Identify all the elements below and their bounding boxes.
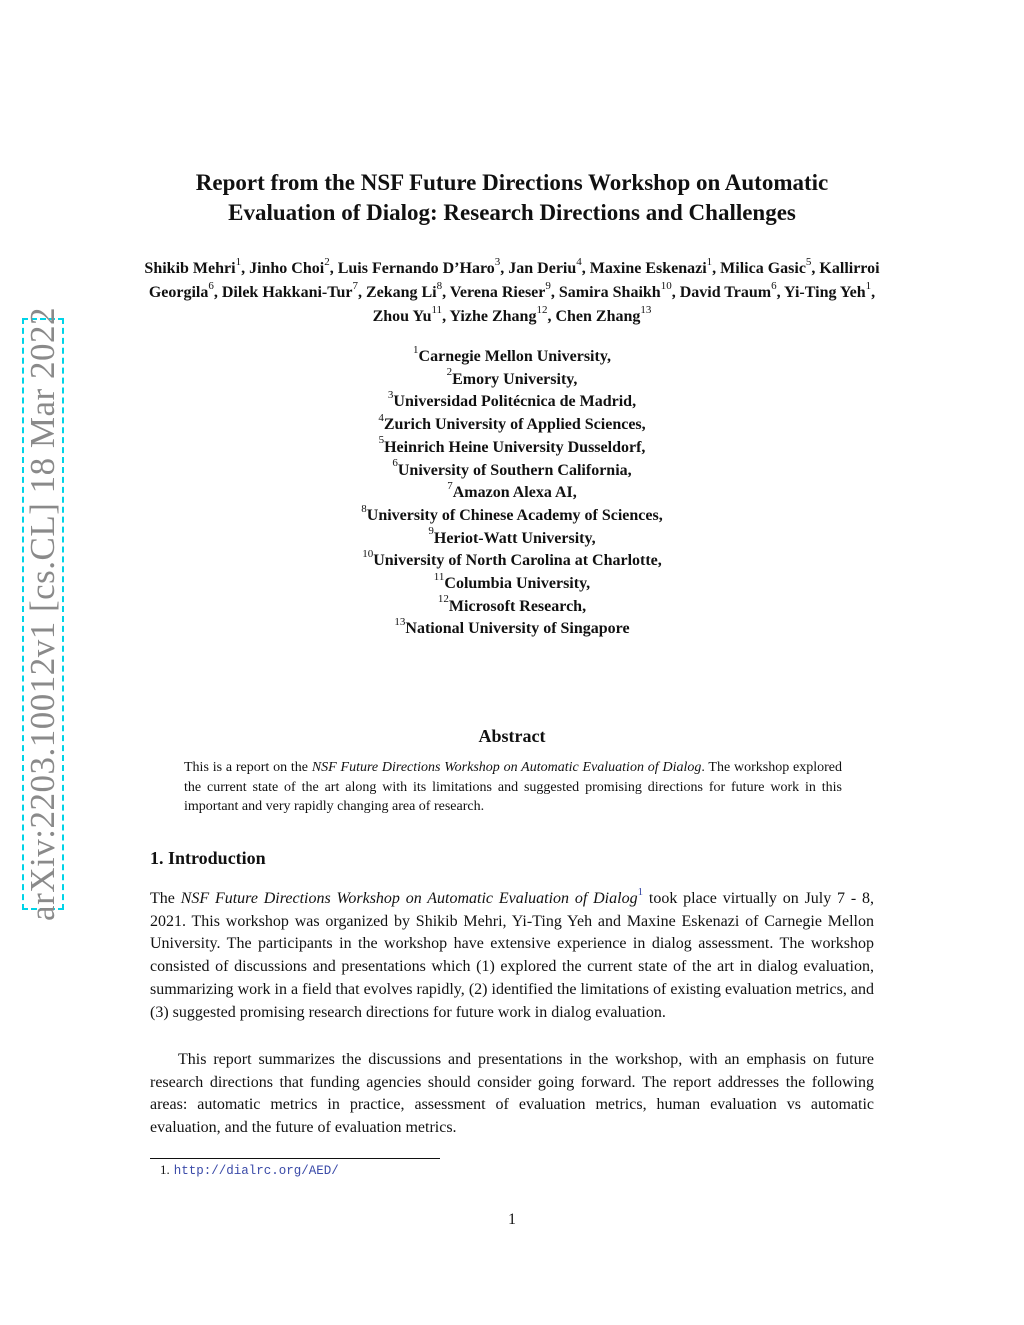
author-affiliation-marker: 1 (865, 279, 872, 292)
author-separator: , (871, 284, 876, 301)
author-name: Verena Rieser (449, 284, 546, 301)
author-name: Kallirroi Georgila (148, 260, 880, 301)
footnote-number: 1. (160, 1162, 170, 1177)
affiliation-marker: 6 (392, 457, 398, 470)
affiliation-marker: 13 (394, 616, 406, 629)
affiliation-marker: 7 (447, 479, 453, 492)
affiliation (200, 343, 824, 369)
footnote-divider (150, 1158, 440, 1159)
affiliation (200, 457, 824, 483)
author (508, 255, 590, 277)
footnote-ref-link[interactable]: 1 (637, 885, 644, 898)
affiliation-name: Universidad Politécnica de Madrid, (393, 393, 637, 411)
intro-p1-pre: The (150, 890, 181, 907)
affiliation-name: Microsoft Research, (448, 597, 587, 615)
author (449, 303, 556, 325)
author-separator: , (442, 308, 450, 325)
author-affiliation-marker: 8 (436, 279, 443, 292)
affiliation-name: Amazon Alexa AI, (452, 484, 577, 502)
page-number: 1 (508, 1211, 516, 1228)
author (555, 303, 652, 325)
author-name: David Traum (679, 284, 772, 301)
affiliation (200, 391, 824, 414)
affiliation (200, 618, 824, 641)
arxiv-stamp (22, 307, 64, 921)
affiliation-name: University of North Carolina at Charlotte, (373, 552, 662, 570)
author-affiliation-marker: 11 (431, 303, 443, 316)
author (679, 279, 785, 301)
affiliation-marker: 5 (378, 434, 385, 447)
affiliation-list (200, 343, 824, 641)
affiliation-name: Heriot-Watt University, (433, 529, 596, 547)
author (720, 255, 820, 277)
author-separator: , (357, 284, 366, 301)
author-list (140, 257, 884, 329)
author-affiliation-marker: 1 (235, 255, 242, 268)
affiliation-marker: 8 (361, 502, 367, 515)
affiliation (200, 434, 824, 460)
affiliation-name: University of Chinese Academy of Sciences, (366, 506, 663, 524)
title-line-1: Report from the NSF Future Directions Workshop on Automatic (195, 170, 829, 195)
author-name: Zekang Li (365, 284, 437, 301)
affiliation (200, 366, 824, 392)
abstract-workshop-name: NSF Future Directions Workshop on Automatic Evaluation of Dialog (311, 760, 702, 775)
author (249, 255, 338, 277)
paper-title (150, 168, 874, 228)
author (449, 279, 559, 301)
author-separator: , (671, 284, 680, 301)
author-separator: , (550, 284, 559, 301)
author-affiliation-marker: 6 (771, 279, 777, 292)
author-name: Yi-Ting Yeh (784, 284, 866, 301)
affiliation-marker: 4 (378, 411, 384, 424)
affiliation-name: Heinrich Heine University Dusseldorf, (384, 438, 646, 456)
author-name: Shikib Mehri (144, 260, 236, 277)
author-affiliation-marker: 5 (805, 255, 812, 268)
section-heading-introduction: 1. Introduction (150, 848, 266, 868)
author-name: Milica Gasic (720, 260, 806, 277)
author-separator: , (547, 308, 556, 325)
affiliation-marker: 9 (428, 525, 434, 538)
intro-paragraph-2: This report summarizes the discussions and presentations in the workshop, with an emphasis on future research directions that funding agencies should consider going forward. The report addresses the following areas: automatic metrics in practice, assessment of evaluation metrics, human evaluation vs automatic evaluation, and the future of evaluation metrics. (150, 1051, 874, 1137)
author-affiliation-marker: 1 (706, 255, 713, 268)
author (221, 279, 366, 301)
author-affiliation-marker: 12 (536, 303, 548, 316)
affiliation (200, 525, 824, 551)
author-separator: , (213, 284, 222, 301)
affiliation-name: Carnegie Mellon University, (418, 348, 611, 365)
author-affiliation-marker: 9 (545, 279, 551, 292)
author-separator: , (581, 260, 590, 277)
footnote (160, 1162, 339, 1178)
author-affiliation-marker: 3 (494, 255, 501, 268)
author (558, 279, 680, 301)
affiliation (200, 479, 824, 505)
title-line-2: Evaluation of Dialog: Research Directions and Challenges (228, 200, 796, 225)
author-separator: , (712, 260, 721, 277)
affiliation (200, 593, 824, 619)
author (337, 255, 509, 277)
author-name: Samira Shaikh (558, 284, 661, 301)
author (144, 255, 250, 277)
author-separator: , (776, 284, 785, 301)
affiliation-marker: 3 (387, 389, 394, 402)
abstract-heading: Abstract (478, 726, 546, 746)
affiliation-name: Columbia University, (444, 575, 591, 593)
author-name: Dilek Hakkani-Tur (221, 284, 353, 301)
arxiv-id: arXiv:2203.10012v1 [cs.CL] 18 Mar 2022 (23, 307, 62, 921)
author (365, 279, 450, 301)
author-separator: , (811, 260, 820, 277)
author-affiliation-marker: 13 (640, 303, 652, 316)
author (372, 303, 450, 325)
intro-paragraph-1 (150, 885, 875, 1024)
author-name: Chen Zhang (555, 308, 641, 325)
author-affiliation-marker: 7 (352, 279, 358, 292)
affiliation (200, 570, 824, 596)
author-name: Yizhe Zhang (449, 308, 537, 325)
author-separator: , (241, 260, 250, 277)
author-separator: , (329, 260, 338, 277)
author-affiliation-marker: 6 (208, 279, 214, 292)
affiliation-name: University of Southern California, (397, 461, 632, 479)
intro-workshop-name: NSF Future Directions Workshop on Automatic Evaluation of Dialog (180, 890, 638, 907)
affiliation-name: National University of Singapore (405, 620, 630, 638)
author-separator: , (442, 284, 450, 301)
affiliation (200, 550, 824, 573)
abstract-body (184, 758, 842, 817)
abstract-text-pre: This is a report on the (184, 760, 312, 775)
author (784, 279, 876, 301)
affiliation (200, 502, 824, 528)
affiliation-marker: 2 (446, 366, 453, 379)
author-name: Jinho Choi (249, 260, 325, 277)
footnote-url-link[interactable]: http://dialrc.org/AED/ (173, 1164, 339, 1178)
affiliation-marker: 10 (362, 548, 374, 560)
affiliation-marker: 1 (413, 343, 419, 356)
affiliation (200, 411, 824, 437)
author (589, 255, 721, 277)
intro-p1-post: took place virtually on July 7 - 8, 2021. This workshop was organized by Shikib Mehri, Yi-Ting Yeh and Maxine Eskenazi of Carnegie Mellon University. The participants in the workshop have extensive experience in dialog assessment. The workshop consisted of discussions and presentations which (1) explored the current state of the art in dialog evaluation, summarizing work in a field that evolves rapidly, (2) identified the limitations of existing evaluation metrics, and (3) suggested promising research directions for future work in dialog evaluation. (150, 890, 875, 1021)
author-name: Zhou Yu (372, 308, 432, 325)
affiliation-name: Zurich University of Applied Sciences, (383, 416, 646, 434)
author-affiliation-marker: 4 (576, 255, 582, 268)
affiliation-name: Emory University, (452, 370, 578, 388)
affiliation-marker: 11 (433, 570, 445, 583)
author-name: Jan Deriu (508, 260, 577, 277)
author-name: Maxine Eskenazi (589, 260, 707, 277)
author-affiliation-marker: 2 (324, 255, 330, 268)
affiliation-marker: 12 (437, 593, 449, 606)
author-name: Luis Fernando D’Haro (337, 260, 495, 277)
author-separator: , (500, 260, 509, 277)
author-affiliation-marker: 10 (660, 279, 672, 292)
abstract-text-post: . The workshop explored the current state of the art along with its limitations and suggested promising directions for future work in this important and very rapidly changing area of research. (184, 760, 842, 814)
